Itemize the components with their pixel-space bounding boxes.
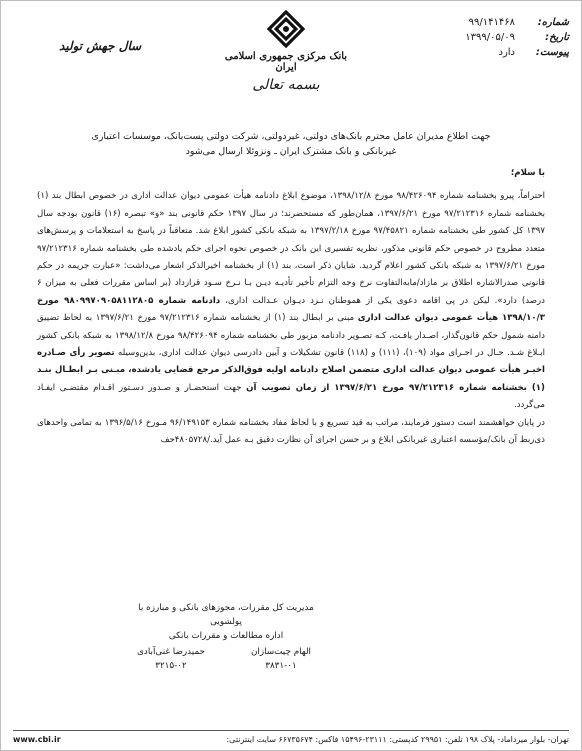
subject-line-1: جهت اطلاع مدیران عامل محترم بانک‌های دولتی، غیردولتی، شرکت دولتی پست‌بانک، موسسات اعتباری [91, 131, 491, 142]
letter-footer [13, 730, 569, 744]
footer-address: تهران- بلوار میرداماد- پلاک ۱۹۸ تلفن: ۲۹۹۵۱ کدپستی: ۲۳۱۱۱-۱۵۴۹۶ فاکس: ۶۶۷۳۵۶۷۴ سایت اینترنتی: [226, 735, 569, 744]
footer-website-link[interactable]: www.cbi.ir [13, 735, 61, 744]
para1-bold-ruling: دادنامه شماره ۹۸۰۹۹۷۰۹۰۵۸۱۱۲۸۰۵ مورخ ۱۳۹۸/۱۰/۳ هیأت عمومی دیوان عدالت اداری [37, 295, 546, 324]
paragraph-closing: در پایان خواهشمند است دستور فرمایند، مراتب به قید تسریع و با لحاظ مفاد بخشنامه شماره ۹۶/۱۴۹۱۵۳ مـورخ ۱۳۹۶/۵/۱۶ به تمامی واحدهای ذی‌ربط آن بانک/مؤسسه اعتباری غیربانکی ابلاغ و بر حسن اجرای آن نظارت دقیق بـه عمل آید./۴۸۰۵۷۲۸حف [37, 417, 545, 446]
subject-line-2: غیربانکی و بانک مشترک ایران ـ ونزوئلا ارسال می‌شود [185, 146, 397, 157]
bank-logo-block [221, 9, 351, 93]
signatory-left [121, 645, 221, 673]
meta-date-row [379, 30, 569, 45]
letter-header [1, 1, 582, 116]
signoff-office: اداره مطالعات و مقررات بانکی [168, 631, 284, 641]
meta-date-label: تاریخ: [545, 32, 569, 43]
signatory-left-name: حمیدرضا غنی‌آبادی [137, 647, 205, 657]
salutation: با سلام؛ [510, 168, 545, 178]
meta-attachment-value: دارد [498, 47, 515, 58]
letter-meta [379, 15, 569, 60]
meta-attachment-label: پیوست: [535, 47, 569, 58]
meta-number-value: ۹۹/۱۴۱۴۶۸ [468, 17, 515, 28]
signatory-right [231, 645, 331, 673]
letter-body [37, 129, 545, 450]
paragraph-main [37, 188, 545, 414]
year-slogan: سال جهش تولید [59, 39, 142, 53]
para1-part-c: جهت استحضـار و صـدور دسـتور اقـدام مقتضـی ایفـاد می‌گردد. [37, 382, 545, 411]
signatory-left-code: ۳۲۱۵-۰۲ [155, 661, 187, 671]
bank-name: بانک مرکزی جمهوری اسلامی ایران [224, 51, 348, 73]
meta-date-value: ۱۳۹۹/۰۵/۰۹ [465, 32, 515, 43]
signatory-right-name: الهام چیت‌سازان [250, 647, 312, 657]
bismillah-text: بسمه تعالی [252, 77, 320, 93]
para1-part-b: مبنی بر ابطال بند (۱) از بخشنامه شماره ۹۷/۲۱۲۳۱۶ مورخ ۱۳۹۷/۶/۲۱ به لحاظ تضییق دامنه شمول حکم قانون‌گذار، اصـدار یافـت، کـه تصـویر دادنامه مزبور طی بخشنامه شماره ۹۸/۴۲۶۰۹۴ مورخ ۱۳۹۸/۱۲/۸ به شبکه بانکی کشور ابـلاغ شـد. حـال در اجـرای مواد (۱۰۹)، (۱۱۱) و (۱۱۸) قانون تشکیلات و آیین دادرسی دیوان عدالت اداری، بدین‌وسیله [37, 313, 545, 359]
para1-part-a: احتراماً، پیرو بخشنامه شماره ۹۸/۴۲۶۰۹۴ مورخ ۱۳۹۸/۱۲/۸، موضوع ابلاغ دادنامه هیأت عمومی دیوان عدالت اداری در خصوص ابطال بند (۱) بخشنامه شماره ۹۷/۲۱۲۳۱۶ مورخ ۱۳۹۷/۶/۲۱، همان‌طور که مستحضرند؛ در سال ۱۳۹۷ حکم قانونی بند «و» تبصره (۱۶) قانون بودجه سال ۱۳۹۷ کل کشور طی بخشنامه شماره ۹۷/۴۵۸۲۱ مورخ ۱۳۹۷/۲/۱۸ به شبکه بانکی کشور ابلاغ شد. متعاقباً در پاسخ به استعلامات و پرسش‌های متعدد مطروح در خصوص حکم قانونی مذکور، نظریه تفسیری این بانک در خصوص نحوه اجرای حکم یادشده طی بخشنامه شماره ۹۷/۲۱۲۳۱۶ مورخ ۱۳۹۷/۶/۲۱ به شبکه بانکی کشور اعلام گردید. شایان ذکر است، بند (۱) از بخشنامه اخیرالذکر اشعار می‌داشت: «عبارت جریمه در حکم قانونی صدرالاشاره اطلاق بر مازاد/مابه‌التفاوت نرخ وجه التزام تأخیر تأدیـه دیـن بـا نـرخ سـود قرارداد (بر اساس مقررات فعلی به میزان ۶ درصد) دارد». لیکن در پی اقامه دعوی یکی از هموطنان نـزد دیـوان عـدالت اداری، [37, 191, 546, 306]
central-bank-logo-icon [267, 9, 305, 49]
signatories [121, 645, 331, 673]
signoff-block [121, 601, 331, 673]
signatory-right-code: ۳۸۳۱-۰۱ [265, 661, 297, 671]
para1-bold-annulment: تصویر رأی صـادره اخیـر هیأت عمومی دیوان عدالت اداری متضمن اصلاح دادنامه اولیه فوق‌الذکر مرجع قضایی یادشده، مبـنی بـر ابطـال بنـد (۱) بخشنامه شماره ۹۷/۲۱۲۳۱۶ مورخ ۱۳۹۷/۶/۲۱ از زمان تصویب آن [37, 348, 545, 393]
letter-subject [37, 129, 545, 159]
signoff-department: مدیریت کل مقررات، مجوزهای بانکی و مبارزه با پولشویی [138, 603, 314, 627]
meta-attachment-row [379, 45, 569, 60]
meta-number-row [379, 15, 569, 30]
meta-number-label: شماره: [537, 17, 569, 28]
